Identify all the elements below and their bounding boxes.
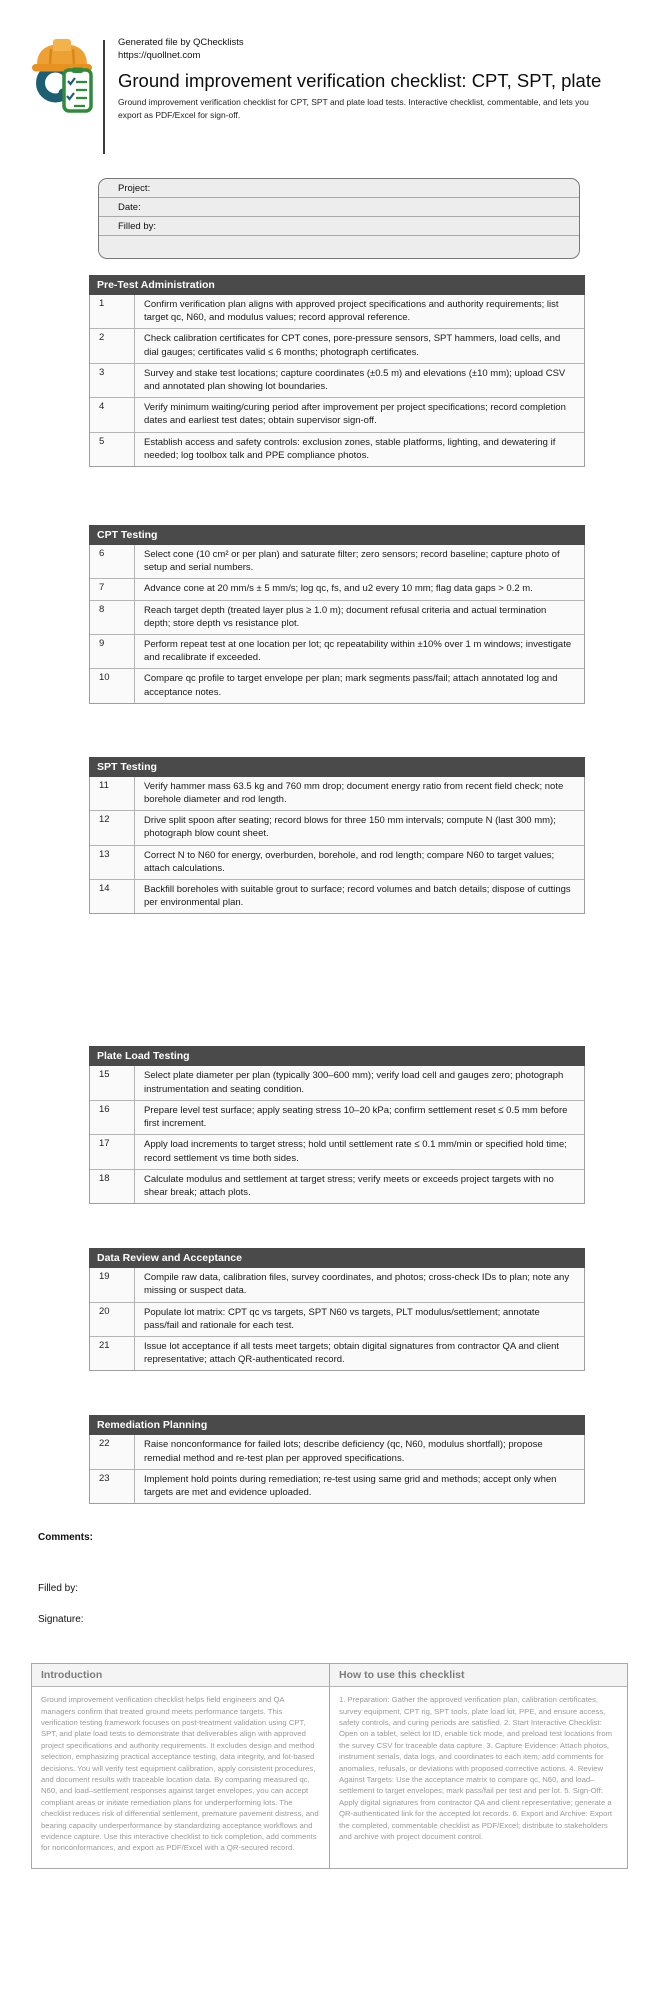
- info-panels: [31, 1663, 628, 1869]
- section-remediation-planning: [89, 1415, 585, 1504]
- item-text: Compile raw data, calibration files, survey coordinates, and photos; cross-check IDs to plan; note any missing or suspect data.: [144, 1272, 570, 1297]
- qchecklists-logo-icon: [30, 36, 94, 154]
- section-title: CPT Testing: [89, 525, 585, 545]
- item-text: Drive split spoon after seating; record blows for three 150 mm intervals; compute N (last 300 mm); photograph blow count sheet.: [144, 815, 556, 840]
- item-number: 5: [90, 433, 135, 466]
- checklist-item-row: [90, 1100, 584, 1134]
- logo-graphic: [30, 36, 94, 114]
- checklist-item-row: [90, 634, 584, 668]
- item-number: 2: [90, 329, 135, 362]
- item-number: 4: [90, 398, 135, 431]
- form-field-blank: [99, 236, 579, 258]
- filled-by-label: Filled by:: [38, 1583, 79, 1595]
- form-field-project: [99, 179, 579, 198]
- document-header: [0, 0, 661, 154]
- checklist-item-row: [90, 777, 584, 810]
- section-plate-load-testing: [89, 1046, 585, 1204]
- item-text: Survey and stake test locations; capture coordinates (±0.5 m) and elevations (±10 mm); upload CSV and annotated plan showing lot boundaries.: [144, 367, 566, 393]
- section-spt-testing: [89, 757, 585, 915]
- checklist-item-row: [90, 810, 584, 844]
- item-text: Correct N to N60 for energy, overburden, borehole, and rod length; compare N60 to target values; attach calculations.: [144, 849, 555, 874]
- section-cpt-testing: [89, 525, 585, 704]
- item-number: 15: [90, 1066, 135, 1099]
- header-text-block: [118, 36, 612, 154]
- form-field-label: Filled by:: [118, 221, 157, 232]
- comments-label: Comments:: [38, 1532, 94, 1544]
- item-text: Compare qc profile to target envelope per plan; mark segments pass/fail; attach annotated log and acceptance notes.: [144, 673, 558, 698]
- checklist-item-row: [90, 1066, 584, 1099]
- signature-label: Signature:: [38, 1614, 84, 1626]
- item-number: 20: [90, 1303, 135, 1336]
- page-title: Ground improvement verification checklist: CPT, SPT, plate: [118, 70, 602, 91]
- section-data-review-and-acceptance: [89, 1248, 585, 1371]
- item-text: Perform repeat test at one location per lot; qc repeatability within ±10% over 1 m windows; investigate and recalibrate if exceeded.: [144, 639, 572, 664]
- item-number: 16: [90, 1101, 135, 1134]
- item-text: Raise nonconformance for failed lots; describe deficiency (qc, N60, modulus shortfall); propose remedial method and re-test plan per approved specifications.: [144, 1439, 543, 1464]
- section-title: SPT Testing: [89, 757, 585, 777]
- item-number: 14: [90, 880, 135, 913]
- panel-title: How to use this checklist: [330, 1664, 627, 1687]
- item-number: 23: [90, 1470, 135, 1503]
- info-panel-how-to-use: [329, 1664, 627, 1868]
- checklist-item-row: [90, 1336, 584, 1370]
- item-text: Select plate diameter per plan (typically 300–600 mm); verify load cell and gauges zero; photograph instrumentation and seating condition.: [144, 1070, 564, 1095]
- info-panel-introduction: [32, 1664, 329, 1868]
- form-field-label: Project:: [118, 183, 151, 194]
- item-text: Establish access and safety controls: exclusion zones, stable platforms, lighting, and dewatering if needed; log toolbox talk and PPE compliance photos.: [144, 436, 556, 461]
- section-title: Pre-Test Administration: [89, 275, 585, 295]
- generated-by-line: Generated file by QChecklists: [118, 37, 244, 48]
- checklist-item-row: [90, 845, 584, 879]
- checklist-item-row: [90, 879, 584, 913]
- section-pre-test-administration: [89, 275, 585, 467]
- page-subtitle: Ground improvement verification checklist for CPT, SPT and plate load tests. Interactive checklist, commentable, and lets you export as PDF/Excel for sign-off.: [118, 97, 589, 120]
- panel-body: Ground improvement verification checklist helps field engineers and QA managers confirm that treated ground meets performance targets. This verification testing framework focuses on post-treatment validation using CPT, SPT, and plate load tests to demonstrate that deliverables align with approved project specifications and authority requirements. It excludes design and method selection, emphasizing practical acceptance testing, data integrity, and lot-based decisions. You will verify test equipment calibration, apply consistent procedures, and document results with traceable location data. By comparing measured qc, N60, and load–settlement responses against target envelopes, you can accept compliant areas or initiate remediation plans for underperforming lots. The checklist reduces risk of differential settlement, premature pavement distress, and bearing capacity underperformance by standardizing acceptance workflows and evidence capture. Use this interactive checklist to tick completion, add comments for nonconformances, and export as PDF/Excel with a QR-secured record.: [41, 1695, 319, 1853]
- item-number: 1: [90, 295, 135, 328]
- item-text: Select cone (10 cm² or per plan) and saturate filter; zero sensors; record baseline; capture photo of setup and serial numbers.: [144, 549, 560, 574]
- item-number: 10: [90, 669, 135, 702]
- checklist-item-row: [90, 545, 584, 578]
- signoff-form: [98, 178, 580, 259]
- item-text: Verify minimum waiting/curing period after improvement per project specifications; record completion dates and earliest test dates; obtain supervisor sign-off.: [144, 402, 566, 427]
- item-number: 11: [90, 777, 135, 810]
- checklist-item-row: [90, 600, 584, 634]
- item-text: Populate lot matrix: CPT qc vs targets, SPT N60 vs targets, PLT modulus/settlement; annotate pass/fail and rationale for each test.: [144, 1306, 540, 1331]
- item-number: 12: [90, 811, 135, 844]
- checklist-item-row: [90, 328, 584, 362]
- form-field-filledby: [99, 217, 579, 236]
- item-number: 19: [90, 1268, 135, 1301]
- item-number: 7: [90, 579, 135, 599]
- checklist-item-row: [90, 1169, 584, 1203]
- panel-title: Introduction: [32, 1664, 329, 1687]
- checklist-item-row: [90, 668, 584, 702]
- item-text: Calculate modulus and settlement at target stress; verify meets or exceeds project targets with no shear break; attach plots.: [144, 1173, 554, 1198]
- item-number: 8: [90, 601, 135, 634]
- form-field-date: [99, 198, 579, 217]
- item-number: 18: [90, 1170, 135, 1203]
- checklist-item-row: [90, 432, 584, 466]
- item-text: Check calibration certificates for CPT cones, pore-pressure sensors, SPT hammers, load cells, and dial gauges; certificates valid ≤ 6 months; photograph certificates.: [144, 333, 561, 358]
- item-number: 22: [90, 1435, 135, 1468]
- checklist-item-row: [90, 1469, 584, 1503]
- item-text: Apply load increments to target stress; hold until settlement rate ≤ 0.1 mm/min or specified hold time; record settlement vs time both sides.: [144, 1139, 567, 1164]
- site-url-link[interactable]: https://quollnet.com: [118, 50, 201, 61]
- item-text: Issue lot acceptance if all tests meet targets; obtain digital signatures from contractor QA and client representative; attach QR-authenticated record.: [144, 1340, 560, 1366]
- checklist-sections: [0, 275, 661, 1504]
- checklist-item-row: [90, 295, 584, 328]
- item-number: 13: [90, 846, 135, 879]
- section-title: Plate Load Testing: [89, 1046, 585, 1066]
- checklist-item-row: [90, 1435, 584, 1468]
- section-title: Data Review and Acceptance: [89, 1248, 585, 1268]
- checklist-item-row: [90, 1134, 584, 1168]
- panel-body: 1. Preparation: Gather the approved verification plan, calibration certificates, survey equipment, CPT rig, SPT tools, plate load kit, PPE, and ensure access, safety controls, and curing periods are satisfied. 2. Start Interactive Checklist: Open on a tablet, select lot ID, enable tick mode, and preload test locations from the survey CSV for traceable data capture. 3. Capture Evidence: Attach photos, instrument serials, data logs, and coordinates to each item; add comments for anomalies, refusals, or deviations with proposed corrective actions. 4. Review Against Targets: Use the acceptance matrix to compare qc, N60, and load–settlement to target envelopes; mark pass/fail per test and per lot. 5. Sign-Off: Apply digital signatures from contractor QA and client representative; generate a QR-authenticated link for the accepted lot records. 6. Export and Archive: Export the completed, commentable checklist as PDF/Excel; distribute to stakeholders and archive with project document control.: [339, 1695, 613, 1842]
- item-number: 21: [90, 1337, 135, 1370]
- item-text: Advance cone at 20 mm/s ± 5 mm/s; log qc, fs, and u2 every 10 mm; flag data gaps > 0.2 m.: [144, 583, 533, 595]
- item-number: 9: [90, 635, 135, 668]
- item-text: Prepare level test surface; apply seating stress 10–20 kPa; confirm settlement reset ≤ 0.5 mm before first increment.: [144, 1104, 568, 1130]
- section-title: Remediation Planning: [89, 1415, 585, 1435]
- item-text: Backfill boreholes with suitable grout to surface; record volumes and batch details; dispose of cuttings per environmental plan.: [144, 884, 571, 909]
- item-number: 6: [90, 545, 135, 578]
- signature-block: [38, 1532, 661, 1625]
- item-text: Confirm verification plan aligns with approved project specifications and authority requirements; list target qc, N60, and modulus values; record approval reference.: [144, 299, 559, 324]
- checklist-item-row: [90, 1302, 584, 1336]
- form-field-label: Date:: [118, 202, 141, 213]
- checklist-item-row: [90, 363, 584, 397]
- item-number: 3: [90, 364, 135, 397]
- checklist-item-row: [90, 397, 584, 431]
- item-text: Reach target depth (treated layer plus ≥ 1.0 m); document refusal criteria and actual termination depth; store depth vs resistance plot.: [144, 604, 547, 629]
- item-text: Verify hammer mass 63.5 kg and 760 mm drop; document energy ratio from recent field check; note borehole diameter and rod length.: [144, 780, 564, 806]
- checklist-item-row: [90, 578, 584, 599]
- item-number: 17: [90, 1135, 135, 1168]
- checklist-item-row: [90, 1268, 584, 1301]
- item-text: Implement hold points during remediation; re-test using same grid and methods; accept only when targets are met and evidence uploaded.: [144, 1473, 557, 1498]
- header-divider: [103, 40, 105, 154]
